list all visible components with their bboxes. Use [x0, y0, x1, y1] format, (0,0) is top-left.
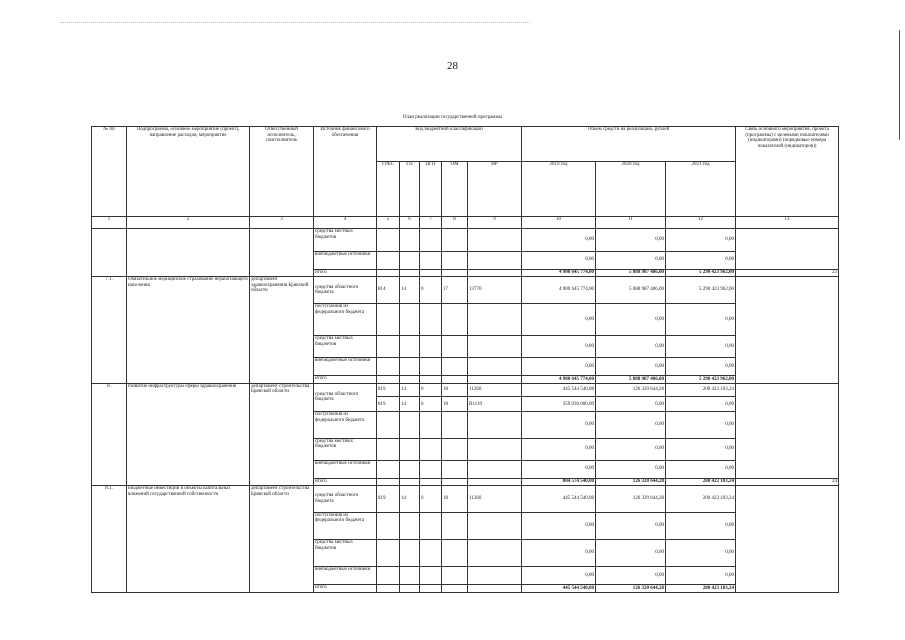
- source-cell: внебюджетные источники: [314, 567, 377, 585]
- om-cell: 18: [442, 486, 468, 512]
- value-cell: 0,00: [596, 336, 666, 358]
- page-number: 28: [447, 60, 458, 72]
- value-cell: 0,00: [666, 397, 736, 412]
- col-number: 5: [377, 216, 400, 229]
- source-cell: средства областного бюджета: [314, 486, 377, 512]
- hdr-num: № пп: [92, 127, 127, 217]
- row-name: Обязательное медицинское страхование неработающего населения: [127, 277, 250, 384]
- value-cell: 0,00: [522, 540, 596, 567]
- pgp-cell: 0: [420, 383, 442, 397]
- col-number: 3: [250, 216, 314, 229]
- table-row: [92, 277, 839, 304]
- om-cell: 17: [442, 277, 468, 304]
- hdr-om: ОМ: [442, 161, 468, 216]
- cell-empty: [250, 229, 314, 277]
- pgp-cell: 0: [420, 486, 442, 512]
- value-cell: 0,00: [666, 358, 736, 376]
- value-cell: 0,00: [522, 336, 596, 358]
- value-cell: 0,00: [666, 229, 736, 251]
- value-cell: 445 544 540,08: [522, 383, 596, 397]
- hdr-source: Источник финансового обеспечения: [314, 127, 377, 217]
- cell-empty: [92, 229, 127, 277]
- value-cell: 0,00: [596, 438, 666, 460]
- value-cell: 445 544 540,08: [522, 486, 596, 512]
- source-cell: средства областного бюджета: [314, 277, 377, 304]
- col-number: 1: [92, 216, 127, 229]
- source-cell: внебюджетные источники: [314, 251, 377, 269]
- link-cell: 23: [736, 269, 839, 276]
- source-cell: поступления из федерального бюджета: [314, 512, 377, 539]
- total-2020: 126 320 644,28: [596, 585, 666, 593]
- pgp-cell: 0: [420, 277, 442, 304]
- grbs-cell: 819: [377, 486, 400, 512]
- source-cell: средства местных бюджетов: [314, 540, 377, 567]
- row-executor: департамент строительства Брянской области: [250, 486, 314, 593]
- cell-empty: [127, 229, 250, 277]
- value-cell: 0,00: [596, 251, 666, 269]
- pgp-cell: 0: [420, 397, 442, 412]
- col-number: 10: [522, 216, 596, 229]
- value-cell: 0,00: [596, 358, 666, 376]
- value-cell: 0,00: [666, 336, 736, 358]
- link-cell: 24: [736, 478, 839, 485]
- source-cell: итого: [314, 376, 377, 383]
- nr-cell: R1110: [468, 397, 522, 412]
- source-cell: итого: [314, 585, 377, 593]
- cell-empty: [736, 486, 839, 593]
- value-cell: 0,00: [666, 540, 736, 567]
- value-cell: 0,00: [522, 304, 596, 336]
- nr-cell: 11260: [468, 383, 522, 397]
- col-number: 6: [400, 216, 420, 229]
- row-name: Развитие инфраструктуры сферы здравоохранения: [127, 383, 250, 485]
- row-executor: департамент строительства Брянской области: [250, 383, 314, 485]
- value-cell: 4 900 645 774,00: [522, 277, 596, 304]
- hdr-gp: ГП: [400, 161, 420, 216]
- value-cell: 0,00: [596, 460, 666, 478]
- value-cell: 0,00: [596, 304, 666, 336]
- value-cell: 0,00: [596, 397, 666, 412]
- source-cell: итого: [314, 269, 377, 276]
- hdr-subprogram: Подпрограмма, основное мероприятие (проект), направление расходов, мероприятие: [127, 127, 250, 217]
- value-cell: 5 290 423 962,00: [666, 277, 736, 304]
- col-number: 11: [596, 216, 666, 229]
- value-cell: 0,00: [522, 567, 596, 585]
- total-2020: 5 088 987 486,00: [596, 376, 666, 383]
- value-cell: 0,00: [666, 512, 736, 539]
- gp-cell: 14: [400, 383, 420, 397]
- value-cell: 359 030 000,00: [522, 397, 596, 412]
- total-2019: 4 900 645 774,00: [522, 376, 596, 383]
- gp-cell: 14: [400, 486, 420, 512]
- total-2020: 126 320 644,28: [596, 478, 666, 485]
- col-number: 9: [468, 216, 522, 229]
- value-cell: 0,00: [522, 251, 596, 269]
- value-cell: 126 320 644,28: [596, 383, 666, 397]
- scan-artifact-dots: [60, 22, 530, 24]
- hdr-budget-code: Код бюджетной классификации: [377, 127, 522, 162]
- column-number-row: [92, 216, 839, 229]
- value-cell: 0,00: [596, 567, 666, 585]
- row-num: 7.1.: [92, 277, 127, 384]
- col-number: 4: [314, 216, 377, 229]
- header-row: [92, 127, 839, 162]
- gp-cell: 14: [400, 277, 420, 304]
- scan-artifact-edge: [899, 30, 900, 140]
- source-cell: внебюджетные источники: [314, 358, 377, 376]
- value-cell: 0,00: [522, 229, 596, 251]
- total-2021: 200 423 103,24: [666, 585, 736, 593]
- source-cell: средства областного бюджета: [314, 383, 377, 412]
- source-cell: итого: [314, 478, 377, 485]
- hdr-2021: 2021 год: [666, 161, 736, 216]
- value-cell: 0,00: [596, 229, 666, 251]
- total-2021: 5 290 423 962,00: [666, 376, 736, 383]
- col-number: 7: [420, 216, 442, 229]
- table-row: [92, 486, 839, 512]
- value-cell: 0,00: [596, 512, 666, 539]
- source-cell: внебюджетные источники: [314, 460, 377, 478]
- value-cell: 0,00: [666, 460, 736, 478]
- value-cell: 0,00: [596, 540, 666, 567]
- source-cell: поступления из федерального бюджета: [314, 412, 377, 438]
- value-cell: 0,00: [666, 412, 736, 438]
- source-cell: средства местных бюджетов: [314, 229, 377, 251]
- total-2019: 445 544 540,08: [522, 585, 596, 593]
- total-2019: 4 900 645 774,00: [522, 269, 596, 276]
- value-cell: 200 423 103,24: [666, 383, 736, 397]
- hdr-volume: Объем средств на реализацию, рублей: [522, 127, 736, 162]
- total-2020: 5 088 987 486,00: [596, 269, 666, 276]
- row-num: 8.1.: [92, 486, 127, 593]
- hdr-2019: 2019 год: [522, 161, 596, 216]
- col-number: 12: [666, 216, 736, 229]
- row-num: 8.: [92, 383, 127, 485]
- value-cell: 0,00: [522, 412, 596, 438]
- col-number: 2: [127, 216, 250, 229]
- grbs-cell: 814: [377, 277, 400, 304]
- plan-table: [91, 126, 839, 593]
- value-cell: 0,00: [522, 438, 596, 460]
- source-cell: поступления из федерального бюджета: [314, 304, 377, 336]
- value-cell: 0,00: [522, 460, 596, 478]
- value-cell: 0,00: [666, 438, 736, 460]
- table-row: [92, 383, 839, 397]
- hdr-grbs: ГРБС: [377, 161, 400, 216]
- hdr-nr: НР: [468, 161, 522, 216]
- value-cell: 126 320 644,28: [596, 486, 666, 512]
- table-row: [92, 229, 839, 251]
- col-number: 8: [442, 216, 468, 229]
- grbs-cell: 819: [377, 397, 400, 412]
- col-number: 13: [736, 216, 839, 229]
- total-2019: 804 574 540,08: [522, 478, 596, 485]
- value-cell: 200 423 103,24: [666, 486, 736, 512]
- value-cell: 0,00: [666, 304, 736, 336]
- grbs-cell: 819: [377, 383, 400, 397]
- total-2021: 200 423 103,24: [666, 478, 736, 485]
- value-cell: 0,00: [596, 412, 666, 438]
- value-cell: 5 088 987 486,00: [596, 277, 666, 304]
- total-2021: 5 290 423 962,00: [666, 269, 736, 276]
- hdr-executor: Ответственный исполнитель, соисполнитель: [250, 127, 314, 217]
- hdr-pgp: ПГП: [420, 161, 442, 216]
- value-cell: 0,00: [522, 512, 596, 539]
- hdr-link: Связь основного мероприятия, проекта (программы) с целевыми показателями (индикаторами) (порядковые номера показателей (индикаторов)): [736, 127, 839, 217]
- gp-cell: 14: [400, 397, 420, 412]
- value-cell: 0,00: [666, 251, 736, 269]
- value-cell: 0,00: [666, 567, 736, 585]
- document-title: План реализации государственной программы: [403, 115, 502, 120]
- cell-empty: [736, 277, 839, 384]
- nr-cell: 13770: [468, 277, 522, 304]
- cell-empty: [736, 383, 839, 478]
- row-executor: департамент здравоохранения Брянской области: [250, 277, 314, 384]
- om-cell: 18: [442, 383, 468, 397]
- cell-empty: [736, 229, 839, 269]
- value-cell: 0,00: [522, 358, 596, 376]
- nr-cell: 11260: [468, 486, 522, 512]
- om-cell: 18: [442, 397, 468, 412]
- source-cell: средства местных бюджетов: [314, 336, 377, 358]
- row-name: Бюджетные инвестиции в объекты капитальных вложений государственной собственности: [127, 486, 250, 593]
- hdr-2020: 2020 год: [596, 161, 666, 216]
- source-cell: средства местных бюджетов: [314, 438, 377, 460]
